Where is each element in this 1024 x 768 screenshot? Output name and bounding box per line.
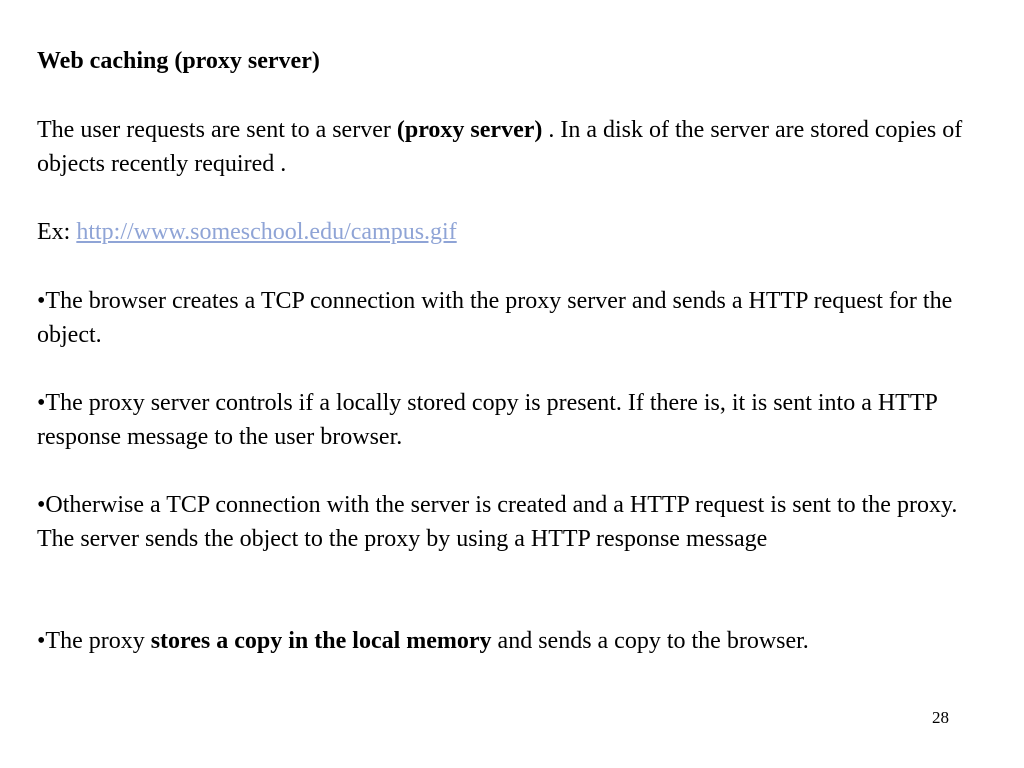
slide-title: Web caching (proxy server): [37, 48, 320, 74]
page-number: 28: [932, 708, 949, 727]
intro-text-before: The user requests are sent to a server: [37, 117, 397, 143]
bullet-item: •Otherwise a TCP connection with the server is created and a HTTP request is sent to the proxy. The server sends the object to the proxy by using a HTTP response message: [37, 492, 958, 552]
bullet-text-before: •The proxy: [37, 628, 151, 654]
bullet-item-proxy-stores: [37, 624, 967, 658]
bullet-item: •The browser creates a TCP connection with the proxy server and sends a HTTP request for the object.: [37, 288, 953, 348]
intro-bold-term: (proxy server): [396, 117, 543, 143]
intro-text-after: . In a disk of the server are stored copies of objects recently required .: [37, 117, 963, 177]
bullet-bold-phrase: stores a copy in the local memory: [150, 628, 492, 654]
bullet-text-after: and sends a copy to the browser.: [491, 628, 809, 654]
example-line: [37, 215, 967, 249]
example-label: Ex:: [37, 219, 77, 245]
intro-paragraph: [37, 113, 967, 181]
example-url-link[interactable]: http://www.someschool.edu/campus.gif: [76, 219, 457, 245]
bullet-item: •The proxy server controls if a locally stored copy is present. If there is, it is sent into a HTTP response message to the user browser.: [37, 390, 937, 450]
